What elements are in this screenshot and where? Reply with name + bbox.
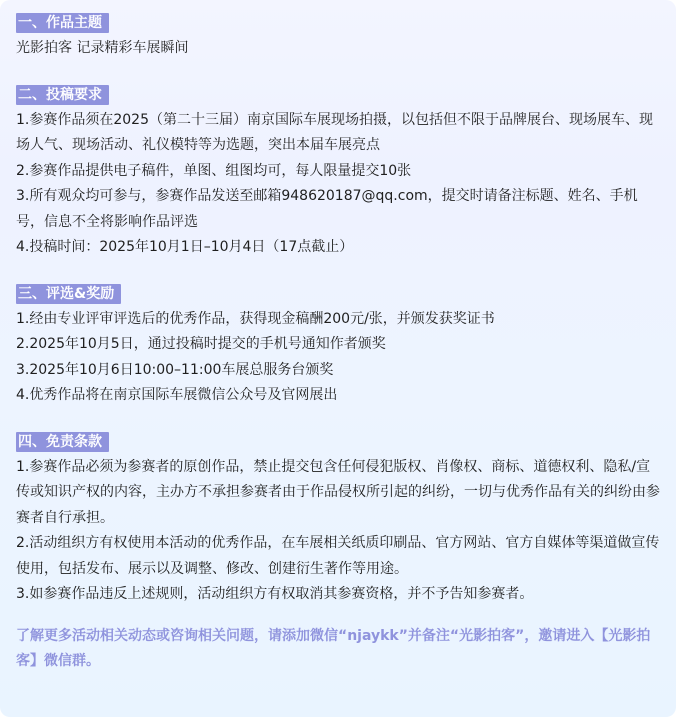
section-theme	[16, 12, 660, 62]
section-disclaimer	[16, 431, 660, 608]
award-line: 3.2025年10月6日10:00–11:00车展总服务台颁奖	[16, 361, 334, 378]
requirement-line: 1.参赛作品须在2025（第二十三届）南京国际车展现场拍摄，以包括但不限于品牌展台、现场展车、现场人气、现场活动、礼仪模特等为选题，突出本届车展亮点	[16, 111, 653, 153]
requirement-line: 3.所有观众均可参与，参赛作品发送至邮箱948620187@qq.com，提交时请备注标题、姓名、手机号，信息不全将影响作品评选	[16, 188, 638, 230]
requirement-line: 4.投稿时间：2025年10月1日–10月4日（17点截止）	[16, 239, 354, 255]
section-heading-theme: 一、作品主题	[16, 13, 109, 33]
section-heading-awards: 三、评选&奖励	[16, 284, 121, 304]
section-heading-requirements: 二、投稿要求	[16, 85, 109, 105]
award-line: 1.经由专业评审评选后的优秀作品，获得现金稿酬200元/张，并颁发获奖证书	[16, 310, 495, 327]
wechat-invite-note: 了解更多活动相关动态或咨询相关问题，请添加微信“njaykk”并备注“光影拍客”，邀请进入【光影拍客】微信群。	[16, 627, 651, 669]
section-awards	[16, 283, 660, 409]
disclaimer-line: 1.参赛作品必须为参赛者的原创作品，禁止提交包含任何侵犯版权、肖像权、商标、道德权利、隐私/宣传或知识产权的内容，主办方不承担参赛者由于作品侵权所引起的纠纷，一切与优秀作品有关的纠纷由参赛者自行承担。	[16, 458, 660, 526]
section-requirements	[16, 84, 660, 261]
section-heading-disclaimer: 四、免责条款	[16, 432, 109, 452]
theme-line: 光影拍客 记录精彩车展瞬间	[16, 40, 189, 56]
disclaimer-line: 3.如参赛作品违反上述规则，活动组织方有权取消其参赛资格，并不予告知参赛者。	[16, 586, 534, 602]
disclaimer-line: 2.活动组织方有权使用本活动的优秀作品，在车展相关纸质印刷品、官方网站、官方自媒体等渠道做宣传使用，包括发布、展示以及调整、修改、创建衍生著作等用途。	[16, 535, 660, 577]
award-line: 4.优秀作品将在南京国际车展微信公众号及官网展出	[16, 387, 338, 403]
award-line: 2.2025年10月5日，通过投稿时提交的手机号通知作者颁奖	[16, 336, 386, 352]
requirement-line: 2.参赛作品提供电子稿件，单图、组图均可，每人限量提交10张	[16, 162, 412, 179]
